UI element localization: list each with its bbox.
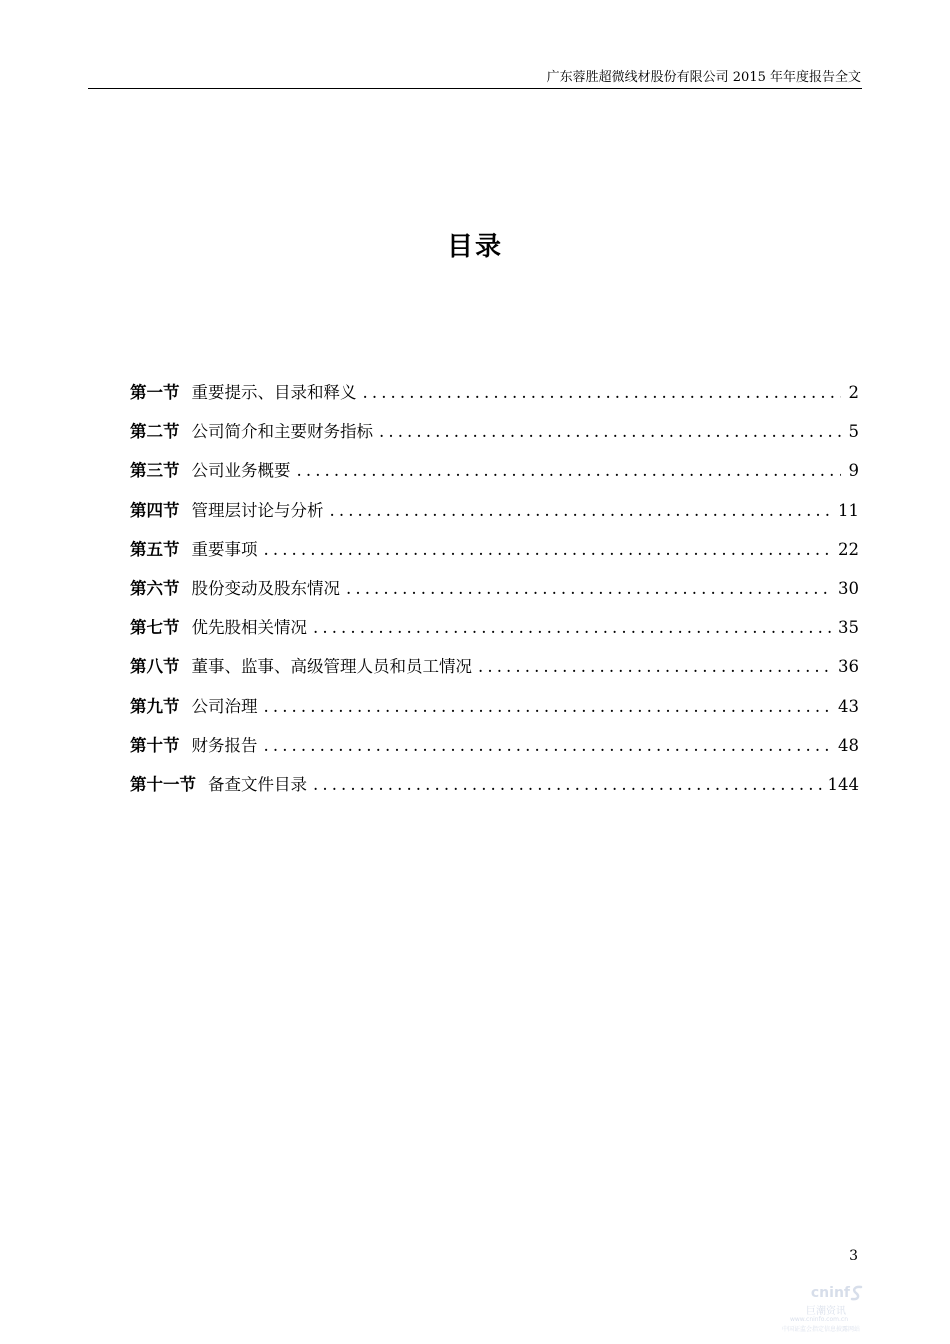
toc-entry-2[interactable] bbox=[130, 417, 859, 456]
toc-section-number: 第九节 bbox=[130, 696, 180, 716]
toc-entry-4[interactable] bbox=[130, 496, 859, 535]
toc-dot-leader bbox=[264, 692, 833, 722]
toc-heading: 公司治理 bbox=[191, 696, 258, 716]
toc-heading: 重要事项 bbox=[191, 539, 258, 559]
toc-entry-9[interactable] bbox=[130, 692, 859, 731]
toc-page-number: 22 bbox=[838, 539, 859, 559]
toc-entry-3[interactable] bbox=[130, 456, 859, 495]
toc-section-number: 第二节 bbox=[130, 422, 180, 442]
watermark-tagline: 中国证监会指定信息披露网站 bbox=[781, 1326, 860, 1333]
toc-entry-8[interactable] bbox=[130, 652, 859, 691]
toc-page-number: 2 bbox=[848, 383, 859, 402]
toc-heading: 公司简介和主要财务指标 bbox=[191, 422, 373, 442]
toc-page-number: 48 bbox=[838, 735, 859, 755]
toc-dot-leader bbox=[346, 574, 832, 604]
header-divider bbox=[88, 88, 862, 89]
toc-section-number: 第七节 bbox=[130, 618, 180, 638]
toc-page-number: 43 bbox=[838, 696, 859, 716]
toc-page-number: 5 bbox=[848, 422, 859, 442]
toc-entry-11[interactable] bbox=[130, 770, 859, 809]
toc-page-number: 11 bbox=[838, 500, 859, 520]
toc-dot-leader bbox=[297, 456, 842, 486]
toc-section-number: 第六节 bbox=[130, 578, 180, 598]
toc-entry-6[interactable] bbox=[130, 574, 859, 613]
cninfo-watermark bbox=[781, 1285, 860, 1333]
toc-dot-leader bbox=[363, 378, 842, 408]
toc-dot-leader bbox=[264, 731, 833, 761]
toc-entry-1[interactable] bbox=[130, 378, 859, 417]
toc-section-number: 第一节 bbox=[130, 383, 180, 402]
toc-dot-leader bbox=[478, 652, 832, 682]
table-of-contents bbox=[130, 378, 859, 809]
toc-heading: 财务报告 bbox=[191, 735, 258, 755]
toc-section-number: 第四节 bbox=[130, 500, 180, 520]
toc-page-number: 36 bbox=[838, 657, 859, 677]
toc-heading: 备查文件目录 bbox=[208, 774, 307, 794]
toc-page-number: 9 bbox=[848, 461, 859, 481]
toc-heading: 重要提示、目录和释义 bbox=[191, 383, 357, 402]
running-header: 广东蓉胜超微线材股份有限公司 2015 年年度报告全文 bbox=[546, 70, 861, 85]
toc-heading: 公司业务概要 bbox=[191, 461, 291, 481]
toc-page-number: 35 bbox=[838, 618, 859, 638]
watermark-cn-name: 巨潮资讯 bbox=[806, 1306, 846, 1317]
toc-heading: 董事、监事、高级管理人员和员工情况 bbox=[191, 657, 472, 677]
toc-heading: 股份变动及股东情况 bbox=[191, 578, 340, 598]
toc-dot-leader bbox=[313, 613, 832, 643]
toc-dot-leader bbox=[264, 535, 833, 565]
toc-dot-leader bbox=[313, 770, 822, 800]
toc-page-number: 144 bbox=[827, 774, 859, 794]
toc-dot-leader bbox=[379, 417, 841, 447]
toc-entry-5[interactable] bbox=[130, 535, 859, 574]
toc-entry-10[interactable] bbox=[130, 731, 859, 770]
toc-entry-7[interactable] bbox=[130, 613, 859, 652]
cninfo-swirl-icon bbox=[850, 1285, 864, 1301]
toc-page-number: 30 bbox=[838, 578, 859, 598]
toc-heading: 优先股相关情况 bbox=[191, 618, 307, 638]
toc-section-number: 第十一节 bbox=[130, 774, 196, 794]
toc-section-number: 第八节 bbox=[130, 657, 180, 677]
watermark-url: www.cninfo.com.cn bbox=[789, 1316, 848, 1323]
page-number: 3 bbox=[849, 1248, 858, 1264]
toc-section-number: 第十节 bbox=[130, 735, 180, 755]
toc-dot-leader bbox=[330, 496, 833, 526]
watermark-brand: cninf bbox=[810, 1285, 850, 1301]
toc-title: 目录 bbox=[446, 232, 503, 262]
toc-section-number: 第五节 bbox=[130, 539, 180, 559]
toc-heading: 管理层讨论与分析 bbox=[191, 500, 324, 520]
toc-section-number: 第三节 bbox=[130, 461, 180, 481]
